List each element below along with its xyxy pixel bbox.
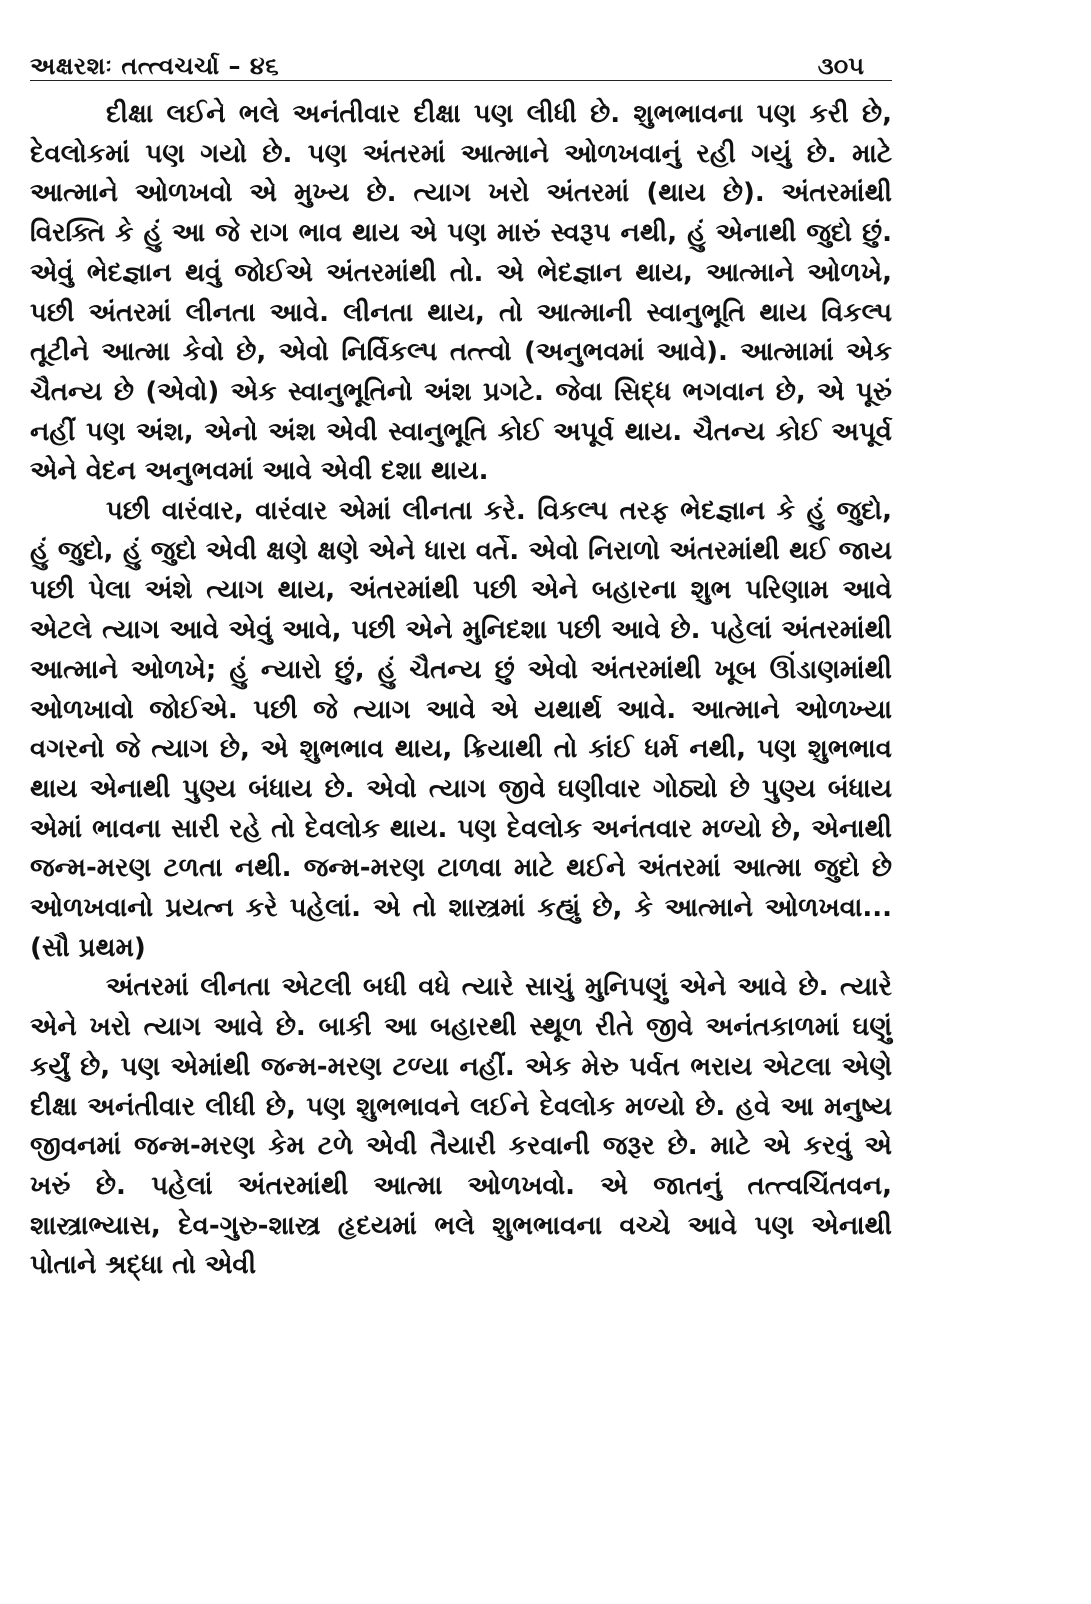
page-body xyxy=(30,95,892,1286)
page-header xyxy=(30,38,892,81)
running-title: અક્ષરશઃ તત્ત્વચર્ચા – ૪૬ xyxy=(30,52,280,80)
book-page xyxy=(30,38,892,1578)
paragraph-2: પછી વારંવાર, વારંવાર એમાં લીનતા કરે. વિકલ્પ તરફ ભેદજ્ઞાન કે હું જુદો, હું જુદો, હું જુદો એવી ક્ષણે ક્ષણે એને ધારા વર્તે. એવો નિરાળો અંતરમાંથી થઈ જાય પછી પેલા અંશે ત્યાગ થાય, અંતરમાંથી પછી એને બહારના શુભ પરિણામ આવે એટલે ત્યાગ આવે એવું આવે, પછી એને મુનિદશા પછી આવે છે. પહેલાં અંતરમાંથી આત્માને ઓળખે; હું ન્યારો છું, હું ચૈતન્ય છું એવો અંતરમાંથી ખૂબ ઊંડાણમાંથી ઓળખાવો જોઈએ. પછી જે ત્યાગ આવે એ યથાર્થ આવે. આત્માને ઓળખ્યા વગરનો જે ત્યાગ છે, એ શુભભાવ થાય, ક્રિયાથી તો કાંઈ ધર્મ નથી, પણ શુભભાવ થાય એનાથી પુણ્ય બંધાય છે. એવો ત્યાગ જીવે ઘણીવાર ગોઠ્યો છે પુણ્ય બંધાય એમાં ભાવના સારી રહે તો દેવલોક થાય. પણ દેવલોક અનંતવાર મળ્યો છે, એનાથી જન્મ-મરણ ટળતા નથી. જન્મ-મરણ ટાળવા માટે થઈને અંતરમાં આત્મા જુદો છે ઓળખવાનો પ્રયત્ન કરે પહેલાં. એ તો શાસ્ત્રમાં કહ્યું છે, કે આત્માને ઓળખવા... (સૌ પ્રથમ) xyxy=(30,496,892,963)
page-number: ૩૦૫ xyxy=(817,52,864,80)
paragraph-1: દીક્ષા લઈને ભલે અનંતીવાર દીક્ષા પણ લીધી છે. શુભભાવના પણ કરી છે, દેવલોકમાં પણ ગયો છે. પણ અંતરમાં આત્માને ઓળખવાનું રહી ગયું છે. માટે આત્માને ઓળખવો એ મુખ્ય છે. ત્યાગ ખરો અંતરમાં (થાય છે). અંતરમાંથી વિરક્તિ કે હું આ જે રાગ ભાવ થાય એ પણ મારું સ્વરૂપ નથી, હું એનાથી જુદો છું. એવું ભેદજ્ઞાન થવું જોઈએ અંતરમાંથી તો. એ ભેદજ્ઞાન થાય, આત્માને ઓળખે, પછી અંતરમાં લીનતા આવે. લીનતા થાય, તો આત્માની સ્વાનુભૂતિ થાય વિકલ્પ તૂટીને આત્મા કેવો છે, એવો નિર્વિકલ્પ તત્ત્વો (અનુભવમાં આવે). આત્મામાં એક ચૈતન્ય છે (એવો) એક સ્વાનુભૂતિનો અંશ પ્રગટે. જેવા સિદ્ધ ભગવાન છે, એ પૂરું નહીં પણ અંશ, એનો અંશ એવી સ્વાનુભૂતિ કોઈ અપૂર્વ થાય. ચૈતન્ય કોઈ અપૂર્વ એને વેદન અનુભવમાં આવે એવી દશા થાય. xyxy=(30,99,892,487)
paragraph-3: અંતરમાં લીનતા એટલી બધી વધે ત્યારે સાચું મુનિપણું એને આવે છે. ત્યારે એને ખરો ત્યાગ આવે છે. બાકી આ બહારથી સ્થૂળ રીતે જીવે અનંતકાળમાં ઘણું કર્યું છે, પણ એમાંથી જન્મ-મરણ ટળ્યા નહીં. એક મેરુ પર્વત ભરાય એટલા એણે દીક્ષા અનંતીવાર લીધી છે, પણ શુભભાવને લઈને દેવલોક મળ્યો છે. હવે આ મનુષ્ય જીવનમાં જન્મ-મરણ કેમ ટળે એવી તૈયારી કરવાની જરૂર છે. માટે એ કરવું એ ખરું છે. પહેલાં અંતરમાંથી આત્મા ઓળખવો. એ જાતનું તત્ત્વચિંતવન, શાસ્ત્રાભ્યાસ, દેવ-ગુરુ-શાસ્ત્ર હૃદયમાં ભલે શુભભાવના વચ્ચે આવે પણ એનાથી પોતાને શ્રદ્ધા તો એવી xyxy=(30,972,892,1281)
